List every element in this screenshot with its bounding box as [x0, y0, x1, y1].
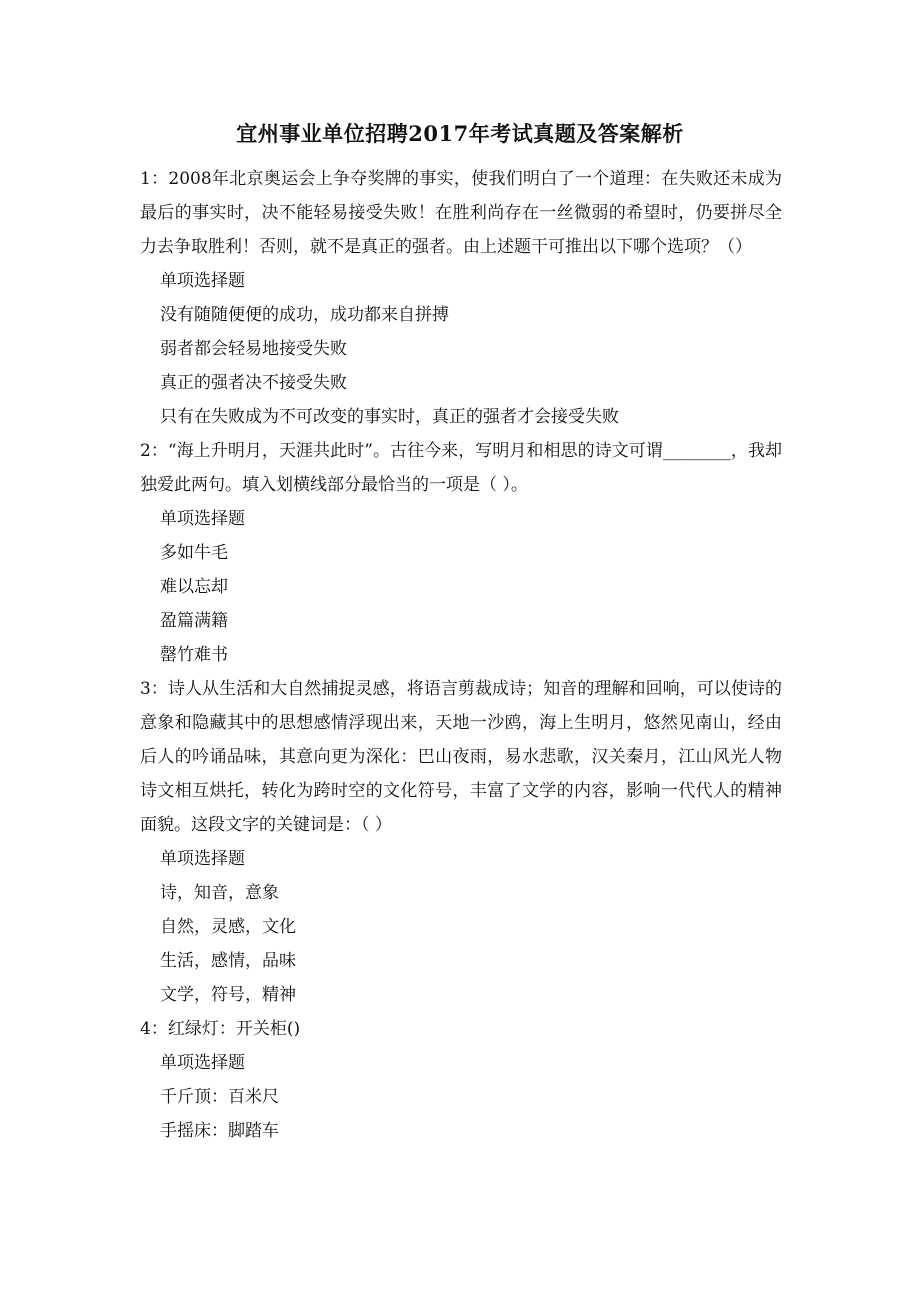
document-title: 宜州事业单位招聘2017年考试真题及答案解析: [236, 121, 684, 146]
option-c: 真正的强者决不接受失败: [160, 373, 347, 393]
question-type: 单项选择题: [160, 1053, 245, 1073]
option-a: 多如牛毛: [160, 543, 228, 563]
question-stem: 1：2008年北京奥运会上争夺奖牌的事实，使我们明白了一个道理：在失败还未成为最后的事实时，决不能轻易接受失败！在胜利尚存在一丝微弱的希望时，仍要拼尽全力去争取胜利！否则，就不是真正的强者。由上述题干可推出以下哪个选项？（）: [140, 169, 782, 257]
document-body: [140, 162, 782, 1148]
option-d: 罄竹难书: [160, 645, 228, 665]
option-a: 千斤顶：百米尺: [160, 1087, 279, 1107]
option-b: 弱者都会轻易地接受失败: [160, 339, 347, 359]
question-3: [140, 672, 782, 1012]
question-stem: 2：“海上升明月，天涯共此时”。古往今来，写明月和相思的诗文可谓________，我却独爱此两句。填入划横线部分最恰当的一项是（ ）。: [140, 441, 782, 495]
question-1: [140, 162, 782, 434]
option-b: 自然，灵感，文化: [160, 917, 296, 937]
question-type: 单项选择题: [160, 509, 245, 529]
question-4: [140, 1012, 782, 1148]
option-d: 只有在失败成为不可改变的事实时，真正的强者才会接受失败: [160, 407, 619, 427]
option-a: 没有随随便便的成功，成功都来自拼搏: [160, 305, 449, 325]
question-2: [140, 434, 782, 672]
question-type: 单项选择题: [160, 271, 245, 291]
option-b: 难以忘却: [160, 577, 228, 597]
question-stem: 3：诗人从生活和大自然捕捉灵感，将语言剪裁成诗；知音的理解和回响，可以使诗的意象和隐藏其中的思想感情浮现出来，天地一沙鸥，海上生明月，悠然见南山，经由后人的吟诵品味，其意向更为深化：巴山夜雨，易水悲歌，汉关秦月，江山风光人物诗文相互烘托，转化为跨时空的文化符号，丰富了文学的内容，影响一代代人的精神面貌。这段文字的关键词是：（ ）: [140, 679, 782, 835]
option-a: 诗，知音，意象: [160, 883, 279, 903]
option-c: 盈篇满籍: [160, 611, 228, 631]
option-b: 手摇床：脚踏车: [160, 1121, 279, 1141]
option-d: 文学，符号，精神: [160, 985, 296, 1005]
question-type: 单项选择题: [160, 849, 245, 869]
option-c: 生活，感情，品味: [160, 951, 296, 971]
question-stem: 4：红绿灯：开关柜(): [140, 1019, 301, 1039]
